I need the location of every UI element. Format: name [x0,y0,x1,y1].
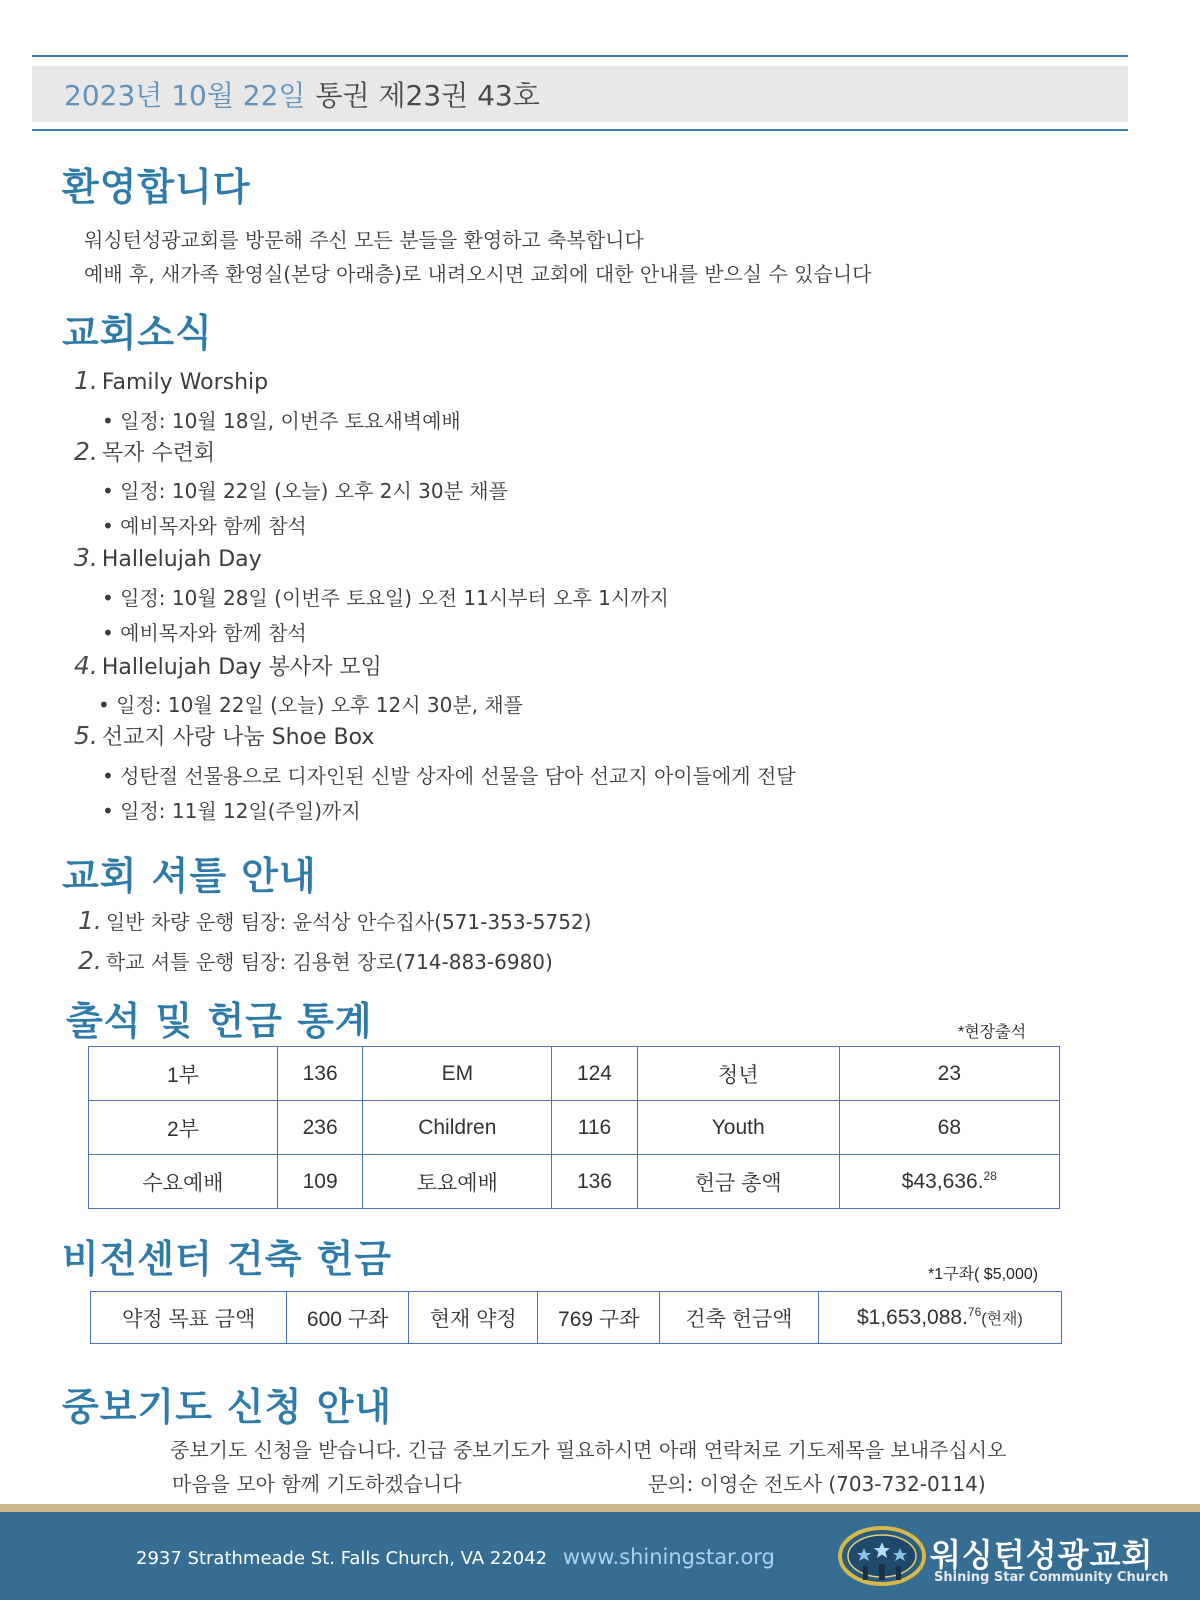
offering-total-cell [839,1155,1059,1209]
news-item-2-label: 목자 수련회 [101,441,216,466]
prayer-title: 중보기도 신청 안내 [62,1385,393,1429]
table-row [89,1155,1060,1209]
table-cell: 124 [552,1047,637,1101]
news-item-1-bullet-1: • 일정: 10월 18일, 이번주 토요새벽예배 [102,409,461,433]
table-cell: 청년 [637,1047,839,1101]
news-item-1-title [74,366,268,395]
shuttle-item-2 [78,946,553,975]
prayer-contact: 문의: 이영순 전도사 (703-732-0114) [648,1472,986,1496]
offering-cents: 28 [983,1169,997,1183]
news-item-1-num: 1. [74,366,98,395]
table-cell: 136 [552,1155,637,1209]
footer-gold-rule [0,1504,1200,1512]
table-cell: 토요예배 [363,1155,552,1209]
news-item-3-bullet-1: • 일정: 10월 28일 (이번주 토요일) 오전 11시부터 오후 1시까지 [102,586,669,610]
news-item-4-num: 4. [74,651,98,680]
news-item-5-label: 선교지 사랑 나눔 Shoe Box [101,725,375,750]
news-item-5-num: 5. [74,721,98,750]
church-logo-icon [838,1526,926,1590]
table-cell: 2부 [89,1101,278,1155]
table-cell: 현재 약정 [408,1292,538,1344]
shuttle-item-2-num: 2. [78,946,102,975]
table-cell: 헌금 총액 [637,1155,839,1209]
building-amount-suffix: (현재) [981,1311,1023,1328]
shuttle-title: 교회 셔틀 안내 [62,854,317,898]
church-name-korean: 워싱턴성광교회 [930,1536,1154,1574]
footer-address-line [136,1545,775,1569]
header-top-rule [32,55,1128,57]
shuttle-item-1 [78,906,591,935]
news-item-2-title [74,436,215,467]
shuttle-item-2-text: 학교 셔틀 운행 팀장: 김용현 장로(714-883-6980) [105,950,553,974]
news-item-5-title [74,720,374,751]
news-item-3-num: 3. [74,543,98,572]
issue-volume: 통권 제23권 43호 [315,79,540,112]
vision-note: *1구좌( $5,000) [928,1266,1039,1283]
issue-bar [32,66,1128,122]
building-amount-cents: 76 [967,1305,982,1319]
issue-date: 2023년 10월 22일 [64,79,306,112]
welcome-line-2: 예배 후, 새가족 환영실(본당 아래층)로 내려오시면 교회에 대한 안내를 받으실 수 있습니다 [84,262,872,286]
shuttle-item-1-num: 1. [78,906,102,935]
table-row [91,1292,1062,1344]
footer-address: 2937 Strathmeade St. Falls Church, VA 22042 [136,1548,548,1569]
table-cell: EM [363,1047,552,1101]
table-cell: 1부 [89,1047,278,1101]
footer [0,1512,1200,1600]
news-item-5-bullet-2: • 일정: 11월 12일(주일)까지 [102,799,361,823]
table-cell: 건축 헌금액 [660,1292,819,1344]
table-cell: 109 [277,1155,362,1209]
table-cell: 수요예배 [89,1155,278,1209]
news-item-4-label: Hallelujah Day 봉사자 모임 [101,655,382,680]
table-cell: 23 [839,1047,1059,1101]
news-item-3-bullet-2: • 예비목자와 함께 참석 [102,621,307,645]
header-bottom-rule [32,129,1128,131]
building-amount: $1,653,088. [856,1306,968,1329]
news-item-3-title [74,543,262,572]
welcome-line-1: 워싱턴성광교회를 방문해 주신 모든 분들을 환영하고 축복합니다 [84,228,644,252]
welcome-title: 환영합니다 [62,165,251,209]
offering-total: $43,636. [901,1170,984,1193]
news-item-5-bullet-1: • 성탄절 선물용으로 디자인된 신발 상자에 선물을 담아 선교지 아이들에게 전달 [102,764,796,788]
table-row [89,1101,1060,1155]
table-cell: 600 구좌 [287,1292,409,1344]
table-cell: 236 [277,1101,362,1155]
table-cell: 116 [552,1101,637,1155]
vision-table [90,1291,1062,1344]
table-cell: 68 [839,1101,1059,1155]
church-name-english: Shining Star Community Church [934,1570,1169,1585]
table-cell: 136 [277,1047,362,1101]
news-item-3-label: Hallelujah Day [101,547,262,572]
attendance-title: 출석 및 헌금 통계 [66,999,373,1043]
table-cell: Youth [637,1101,839,1155]
news-title: 교회소식 [62,311,213,355]
attendance-table [88,1046,1060,1209]
news-item-4-title [74,650,382,681]
vision-title: 비전센터 건축 헌금 [62,1237,393,1281]
building-amount-cell [818,1292,1061,1344]
news-item-1-label: Family Worship [101,370,269,395]
prayer-line-2: 마음을 모아 함께 기도하겠습니다 [172,1472,462,1496]
table-row [89,1047,1060,1101]
table-cell: 769 구좌 [538,1292,660,1344]
news-item-4-bullet-1: • 일정: 10월 22일 (오늘) 오후 12시 30분, 채플 [98,693,523,717]
news-item-2-num: 2. [74,437,98,466]
prayer-line-1: 중보기도 신청을 받습니다. 긴급 중보기도가 필요하시면 아래 연락처로 기도제목을 보내주십시오 [170,1438,1007,1462]
table-cell: Children [363,1101,552,1155]
table-cell: 약정 목표 금액 [91,1292,287,1344]
shuttle-item-1-text: 일반 차량 운행 팀장: 윤석상 안수집사(571-353-5752) [105,910,592,934]
news-item-2-bullet-1: • 일정: 10월 22일 (오늘) 오후 2시 30분 채플 [102,479,508,503]
news-item-2-bullet-2: • 예비목자와 함께 참석 [102,514,307,538]
footer-url[interactable]: www.shiningstar.org [562,1545,775,1569]
attendance-note: *현장출석 [958,1024,1027,1041]
